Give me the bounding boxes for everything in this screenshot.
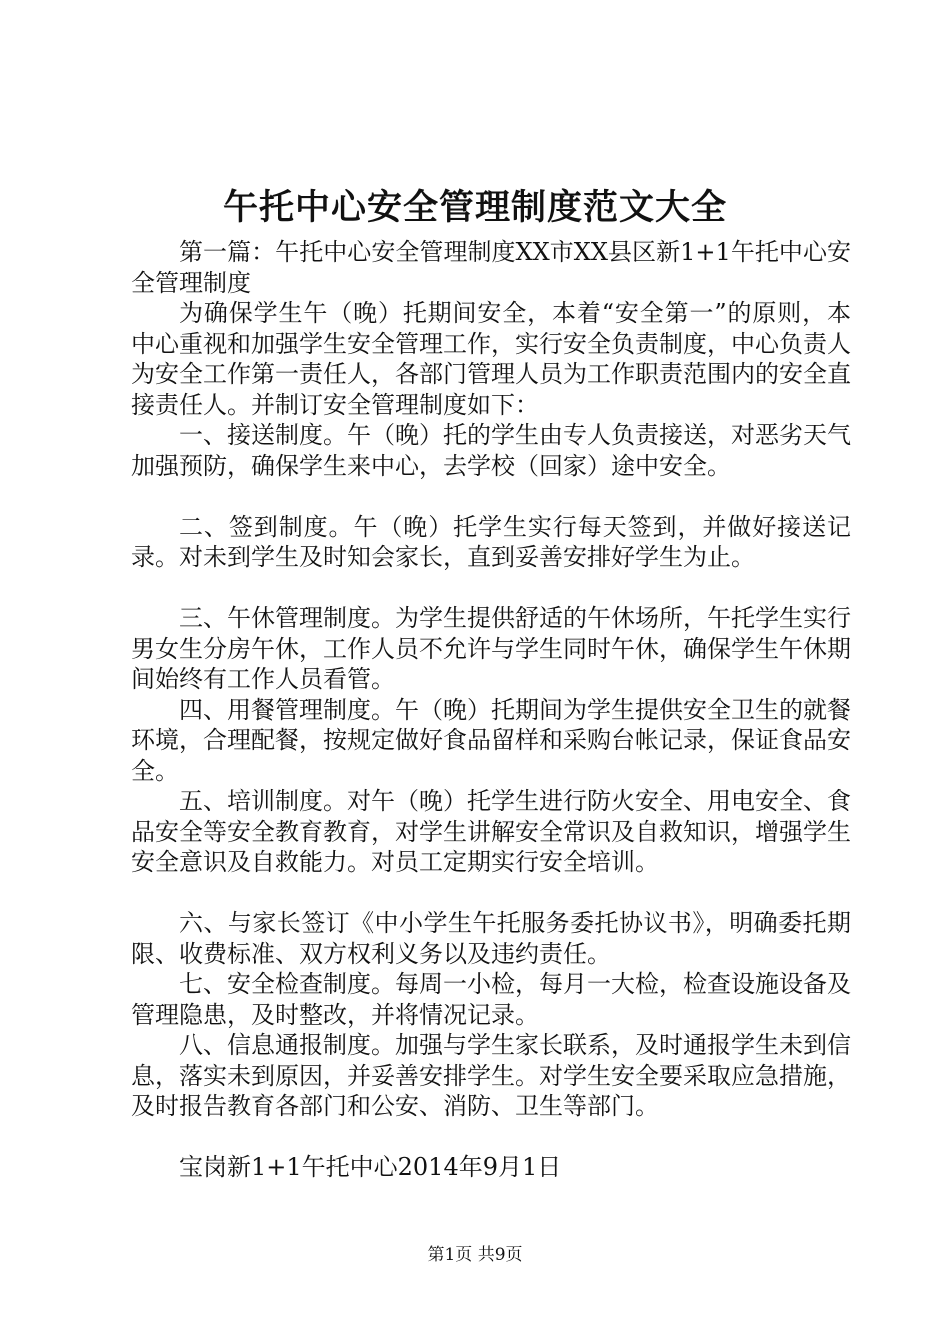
paragraph-rule-3: 三、午休管理制度。为学生提供舒适的午休场所，午托学生实行男女生分房午休，工作人员不允许与学生同时午休，确保学生午休期间始终有工作人员看管。 — [131, 604, 851, 693]
page-number: 第1页 共9页 — [427, 1245, 523, 1265]
document-title: 午托中心安全管理制度范文大全 — [222, 187, 727, 228]
paragraph-signature: 宝岗新1+1午托中心2014年9月1日 — [179, 1153, 562, 1181]
paragraph-intro: 为确保学生午（晚）托期间安全，本着“安全第一”的原则，本中心重视和加强学生安全管理工作，实行安全负责制度，中心负责人为安全工作第一责任人，各部门管理人员为工作职责范围内的安全直接责任人。并制订安全管理制度如下： — [131, 299, 851, 419]
paragraph-rule-5: 五、培训制度。对午（晚）托学生进行防火安全、用电安全、食品安全等安全教育教育，对学生讲解安全常识及自救知识，增强学生安全意识及自救能力。对员工定期实行安全培训。 — [131, 787, 851, 876]
blank-line — [131, 1122, 851, 1153]
blank-line — [131, 573, 851, 604]
paragraph-rule-2: 二、签到制度。午（晚）托学生实行每天签到，并做好接送记录。对未到学生及时知会家长，直到妥善安排好学生为止。 — [131, 512, 851, 571]
paragraph-rule-4: 四、用餐管理制度。午（晚）托期间为学生提供安全卫生的就餐环境，合理配餐，按规定做好食品留样和采购台帐记录，保证食品安全。 — [131, 695, 851, 785]
blank-line — [131, 481, 851, 512]
paragraph-rule-7: 七、安全检查制度。每周一小检，每月一大检，检查设施设备及管理隐患，及时整改，并将情况记录。 — [131, 970, 851, 1029]
paragraph-rule-6: 六、与家长签订《中小学生午托服务委托协议书》，明确委托期限、收费标准、双方权利义务以及违约责任。 — [131, 909, 851, 968]
paragraph-rule-1: 一、接送制度。午（晚）托的学生由专人负责接送，对恶劣天气加强预防，确保学生来中心，去学校（回家）途中安全。 — [131, 421, 851, 480]
document-body — [131, 237, 851, 1183]
paragraph-rule-8: 八、信息通报制度。加强与学生家长联系，及时通报学生未到信息，落实未到原因，并妥善安排学生。对学生安全要采取应急措施，及时报告教育各部门和公安、消防、卫生等部门。 — [131, 1031, 851, 1120]
paragraph-heading: 第一篇：午托中心安全管理制度XX市XX县区新1+1午托中心安全管理制度 — [131, 238, 851, 297]
blank-line — [131, 878, 851, 909]
